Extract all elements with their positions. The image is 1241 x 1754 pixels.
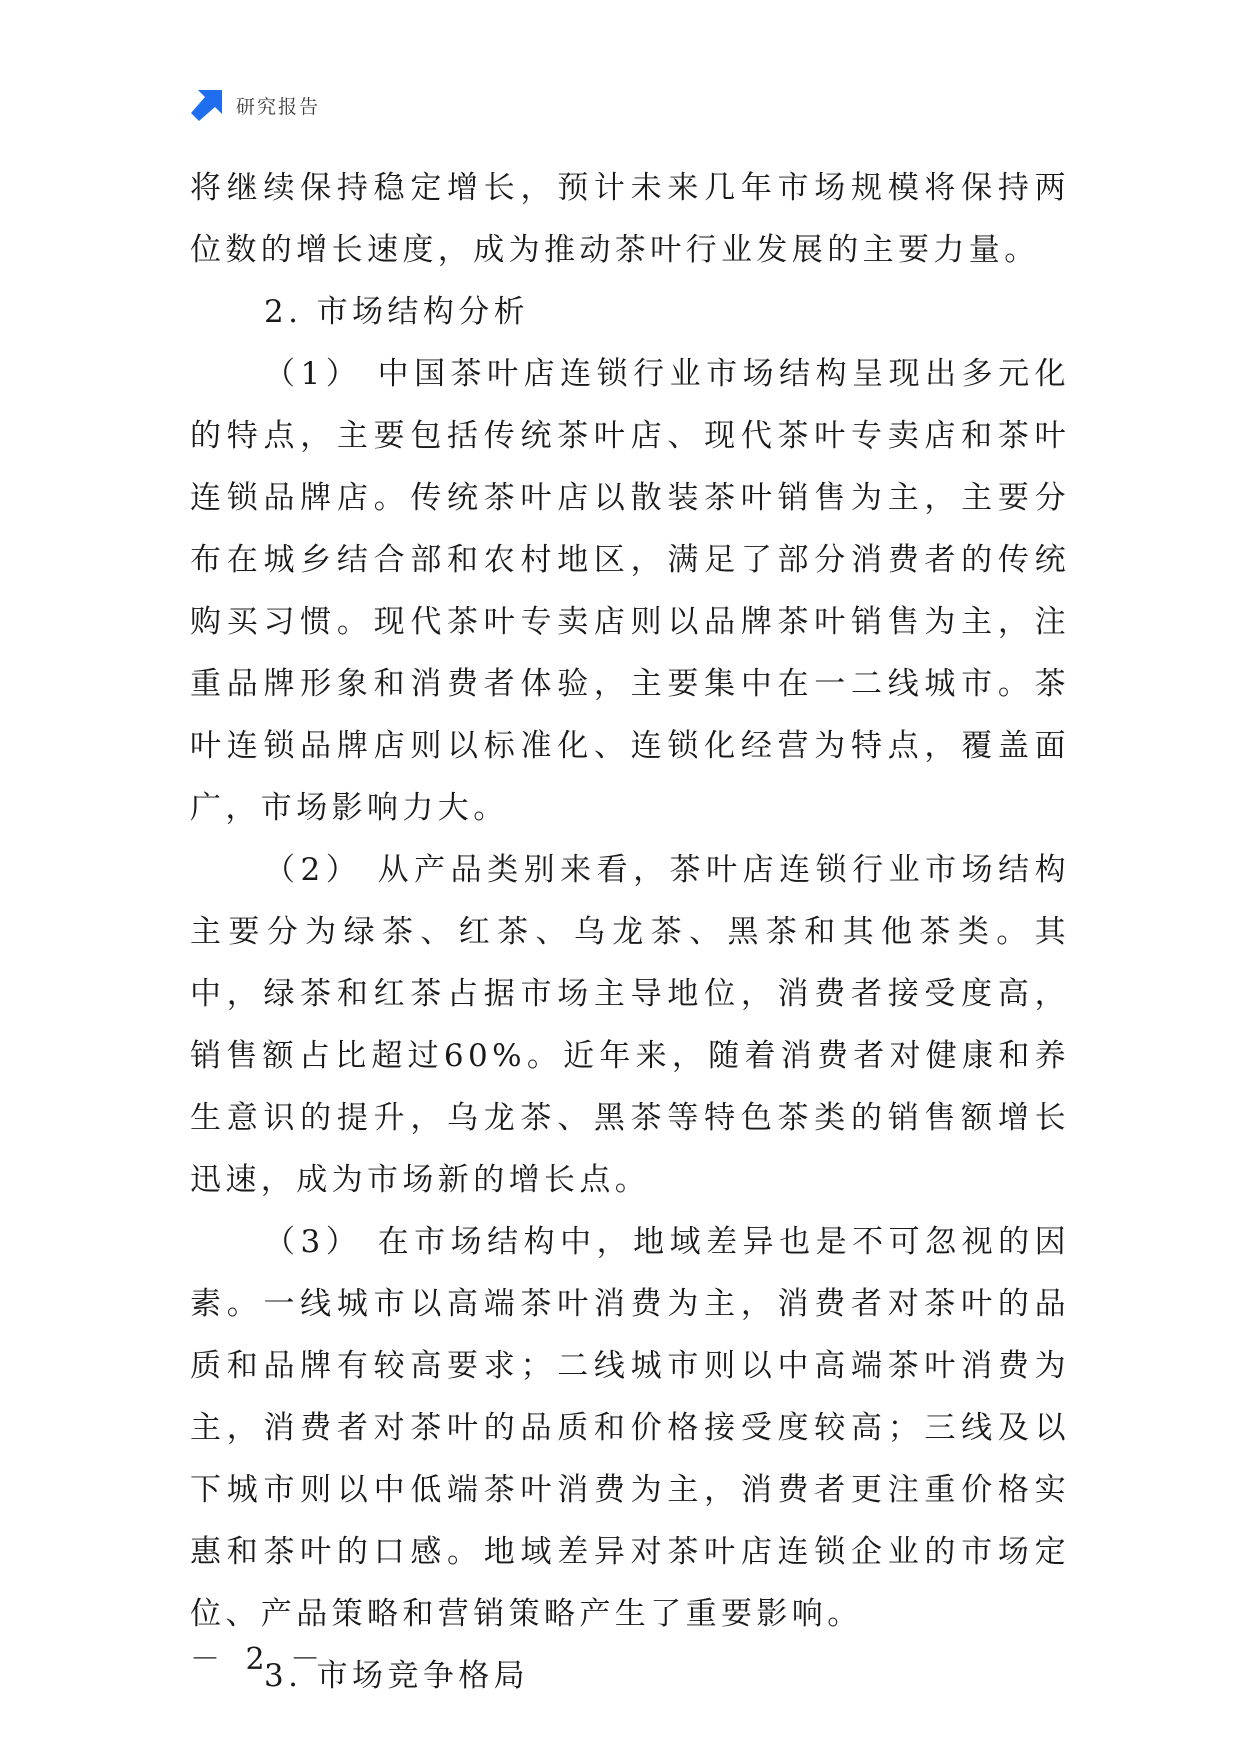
header-label: 研究报告	[236, 95, 321, 118]
page-number: － 2 －	[190, 1642, 329, 1677]
arrow-up-right-icon	[190, 88, 224, 122]
paragraph-structure-3: （3） 在市场结构中，地域差异也是不可忽视的因素。一线城市以高端茶叶消费为主，消费者对茶叶的品质和品牌有较高要求；二线城市则以中高端茶叶消费为主，消费者对茶叶的品质和价格接受度较高；三线及以下城市则以中低端茶叶消费为主，消费者更注重价格实惠和茶叶的口感。地域差异对茶叶店连锁企业的市场定位、产品策略和营销策略产生了重要影响。	[190, 1224, 1070, 1632]
paragraph-continuation: 将继续保持稳定增长，预计未来几年市场规模将保持两位数的增长速度，成为推动茶叶行业发展的主要力量。	[190, 170, 1070, 268]
document-body	[190, 157, 1070, 1707]
report-header	[190, 88, 320, 122]
paragraph-structure-1: （1） 中国茶叶店连锁行业市场结构呈现出多元化的特点，主要包括传统茶叶店、现代茶叶专卖店和茶叶连锁品牌店。传统茶叶店以散装茶叶销售为主，主要分布在城乡结合部和农村地区，满足了部分消费者的传统购买习惯。现代茶叶专卖店则以品牌茶叶销售为主，注重品牌形象和消费者体验，主要集中在一二线城市。茶叶连锁品牌店则以标准化、连锁化经营为特点，覆盖面广，市场影响力大。	[190, 356, 1070, 826]
paragraph-structure-2: （2） 从产品类别来看，茶叶店连锁行业市场结构主要分为绿茶、红茶、乌龙茶、黑茶和其他茶类。其中，绿茶和红茶占据市场主导地位，消费者接受度高，销售额占比超过60%。近年来，随着消费者对健康和养生意识的提升，乌龙茶、黑茶等特色茶类的销售额增长迅速，成为市场新的增长点。	[190, 852, 1070, 1198]
section-heading-market-structure: 2. 市场结构分析	[264, 294, 530, 330]
section-heading-competition: 3. 市场竞争格局	[264, 1658, 530, 1694]
